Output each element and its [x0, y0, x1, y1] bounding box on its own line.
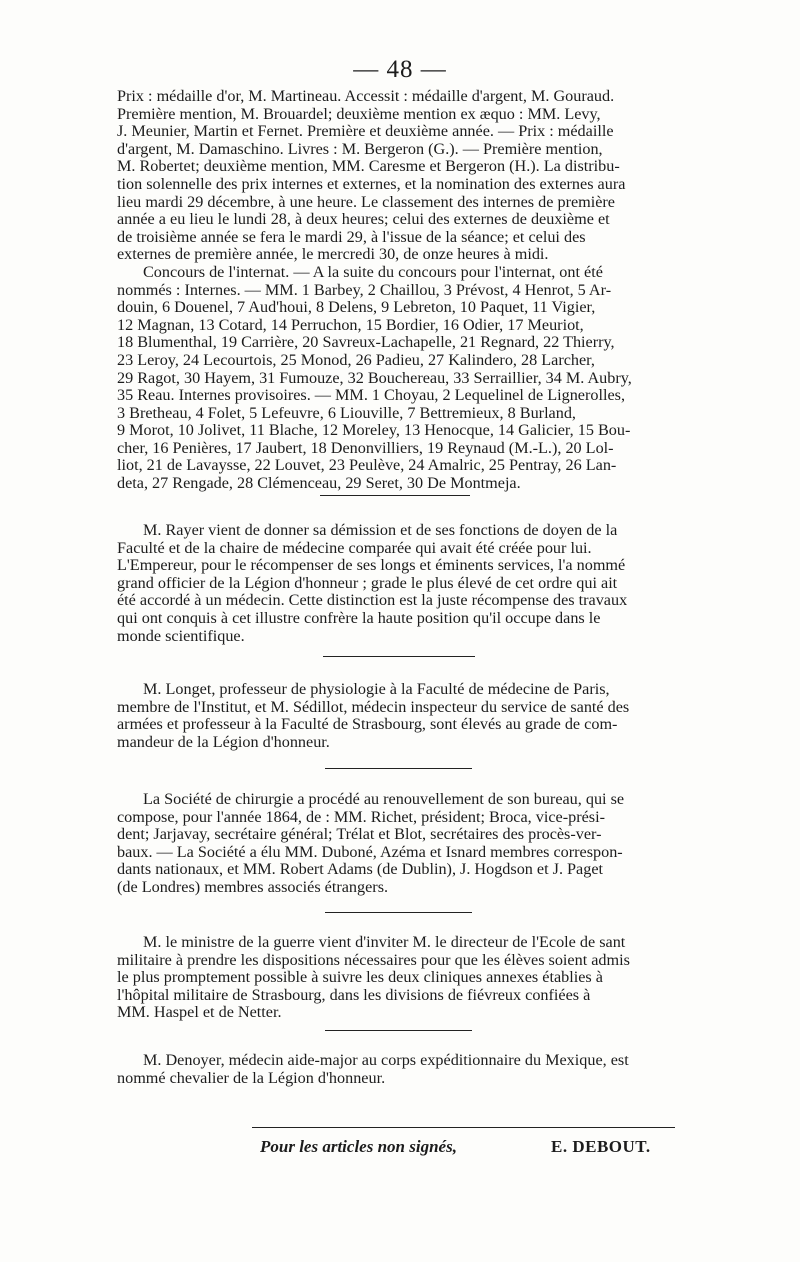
text-line: Concours de l'internat. — A la suite du concours pour l'internat, ont été [143, 262, 603, 281]
divider [325, 912, 472, 913]
text-line: douin, 6 Douenel, 7 Aud'houi, 8 Delens, 9 Lebreton, 10 Paquet, 11 Vigier, [117, 298, 596, 317]
text-line: 23 Leroy, 24 Lecourtois, 25 Monod, 26 Padieu, 27 Kalindero, 28 Larcher, [117, 350, 595, 369]
text-line: membre de l'Institut, et M. Sédillot, médecin inspecteur du service de santé des [117, 697, 630, 716]
text-line: de troisième année se fera le mardi 29, à l'issue de la séance; et celui des [117, 227, 586, 246]
longet-text [117, 681, 677, 751]
text-line: MM. Haspel et de Netter. [117, 1003, 282, 1022]
text-line: 9 Morot, 10 Jolivet, 11 Blache, 12 Moreley, 13 Henocque, 14 Galicier, 15 Bou- [117, 421, 631, 440]
concours-text [117, 264, 677, 493]
text-line: 18 Blumenthal, 19 Carrière, 20 Savreux-Lachapelle, 21 Regnard, 22 Thierry, [117, 333, 615, 352]
text-line: 3 Bretheau, 4 Folet, 5 Lefeuvre, 6 Liouville, 7 Bettremieux, 8 Burland, [117, 403, 576, 422]
divider [323, 656, 475, 657]
text-line: monde scientifique. [117, 626, 245, 645]
text-line: Faculté et de la chaire de médecine comparée qui avait été créée pour lui. [117, 538, 592, 557]
divider [320, 495, 470, 496]
text-line: nommé chevalier de la Légion d'honneur. [117, 1068, 386, 1087]
footer-signature [117, 1127, 677, 1167]
text-line: J. Meunier, Martin et Fernet. Première et deuxième année. — Prix : médaille [117, 122, 614, 141]
text-line: M. Longet, professeur de physiologie à la Faculté de médecine de Paris, [143, 680, 610, 698]
text-line: M. Rayer vient de donner sa démission et de ses fonctions de doyen de la [143, 521, 618, 539]
text-line: 29 Ragot, 30 Hayem, 31 Fumouze, 32 Bouchereau, 33 Serraillier, 34 M. Aubry, [117, 368, 632, 387]
text-line: mandeur de la Légion d'honneur. [117, 732, 330, 751]
author-name: E. DEBOUT. [551, 1137, 651, 1156]
text-line: dent; Jarjavay, secrétaire général; Trélat et Blot, secrétaires des procès-ver- [117, 825, 602, 844]
denoyer-text [117, 1052, 677, 1087]
text-line: M. Robertet; deuxième mention, MM. Caresme et Bergeron (H.). La distribu- [117, 157, 620, 176]
text-line: M. le ministre de la guerre vient d'inviter M. le directeur de l'Ecole de sant [143, 933, 626, 951]
divider [325, 1030, 472, 1031]
divider [325, 768, 472, 769]
text-line: lieu mardi 29 décembre, à une heure. Le classement des internes de première [117, 192, 615, 211]
text-line: baux. — La Société a élu MM. Duboné, Azéma et Isnard membres correspon- [117, 842, 623, 861]
footer-rule [252, 1127, 675, 1128]
text-line: deta, 27 Rengade, 28 Clémenceau, 29 Seret, 30 De Montmeja. [117, 474, 521, 493]
text-line: d'argent, M. Damaschino. Livres : M. Bergeron (G.). — Première mention, [117, 139, 603, 158]
text-line: 35 Reau. Internes provisoires. — MM. 1 Choyau, 2 Lequelinel de Lignerolles, [117, 386, 626, 405]
text-line: liot, 21 de Lavaysse, 22 Louvet, 23 Peulève, 24 Amalric, 25 Pentray, 26 Lan- [117, 456, 617, 475]
ministre-guerre-paragraph [117, 934, 677, 1022]
text-line: année a eu lieu le lundi 28, à deux heures; celui des externes de deuxième et [117, 210, 610, 229]
text-line: La Société de chirurgie a procédé au renouvellement de son bureau, qui se [143, 790, 625, 808]
prizes-text [117, 88, 677, 264]
text-line: Prix : médaille d'or, M. Martineau. Accessit : médaille d'argent, M. Gouraud. [117, 87, 615, 105]
rayer-text [117, 522, 677, 645]
text-line: militaire à prendre les dispositions nécessaires pour que les élèves soient admis [117, 950, 630, 969]
text-line: M. Denoyer, médecin aide-major au corps expéditionnaire du Mexique, est [143, 1051, 629, 1069]
signature-note: Pour les articles non signés, [260, 1137, 457, 1156]
text-line: L'Empereur, pour le récompenser de ses longs et éminents services, l'a nommé [117, 556, 626, 575]
longet-paragraph [117, 681, 677, 751]
text-line: nommés : Internes. — MM. 1 Barbey, 2 Chaillou, 3 Prévost, 4 Henrot, 5 Ar- [117, 280, 612, 299]
text-line: été accordé à un médecin. Cette distinction est la juste récompense des travaux [117, 591, 628, 610]
societe-text [117, 791, 677, 897]
text-line: externes de première année, le mercredi 30, de onze heures à midi. [117, 245, 549, 264]
prizes-paragraph [117, 88, 677, 493]
text-line: le plus promptement possible à suivre les deux cliniques annexes établies à [117, 968, 603, 987]
text-line: compose, pour l'année 1864, de : MM. Richet, président; Broca, vice-prési- [117, 807, 605, 826]
text-line: dants nationaux, et MM. Robert Adams (de Dublin), J. Hogdson et J. Paget [117, 860, 604, 879]
text-line: qui ont conquis à cet illustre confrère la haute position qu'il occupe dans le [117, 608, 601, 627]
text-line: l'hôpital militaire de Strasbourg, dans les divisions de fiévreux confiées à [117, 985, 591, 1004]
denoyer-paragraph [117, 1052, 677, 1087]
rayer-paragraph [117, 522, 677, 645]
page-number: — 48 — [353, 56, 447, 83]
text-line: tion solennelle des prix internes et externes, et la nomination des externes aura [117, 174, 626, 193]
text-line: grand officier de la Légion d'honneur ; grade le plus élevé de cet ordre qui ait [117, 573, 618, 592]
text-line: 12 Magnan, 13 Cotard, 14 Perruchon, 15 Bordier, 16 Odier, 17 Meuriot, [117, 315, 584, 334]
text-line: (de Londres) membres associés étrangers. [117, 877, 389, 896]
text-line: Première mention, M. Brouardel; deuxième mention ex æquo : MM. Levy, [117, 104, 601, 123]
ministre-text [117, 934, 677, 1022]
text-line: cher, 16 Penières, 17 Jaubert, 18 Denonvilliers, 19 Reynaud (M.-L.), 20 Lol- [117, 438, 614, 457]
text-line: armées et professeur à la Faculté de Strasbourg, sont élevés au grade de com- [117, 715, 618, 734]
societe-chirurgie-paragraph [117, 791, 677, 897]
